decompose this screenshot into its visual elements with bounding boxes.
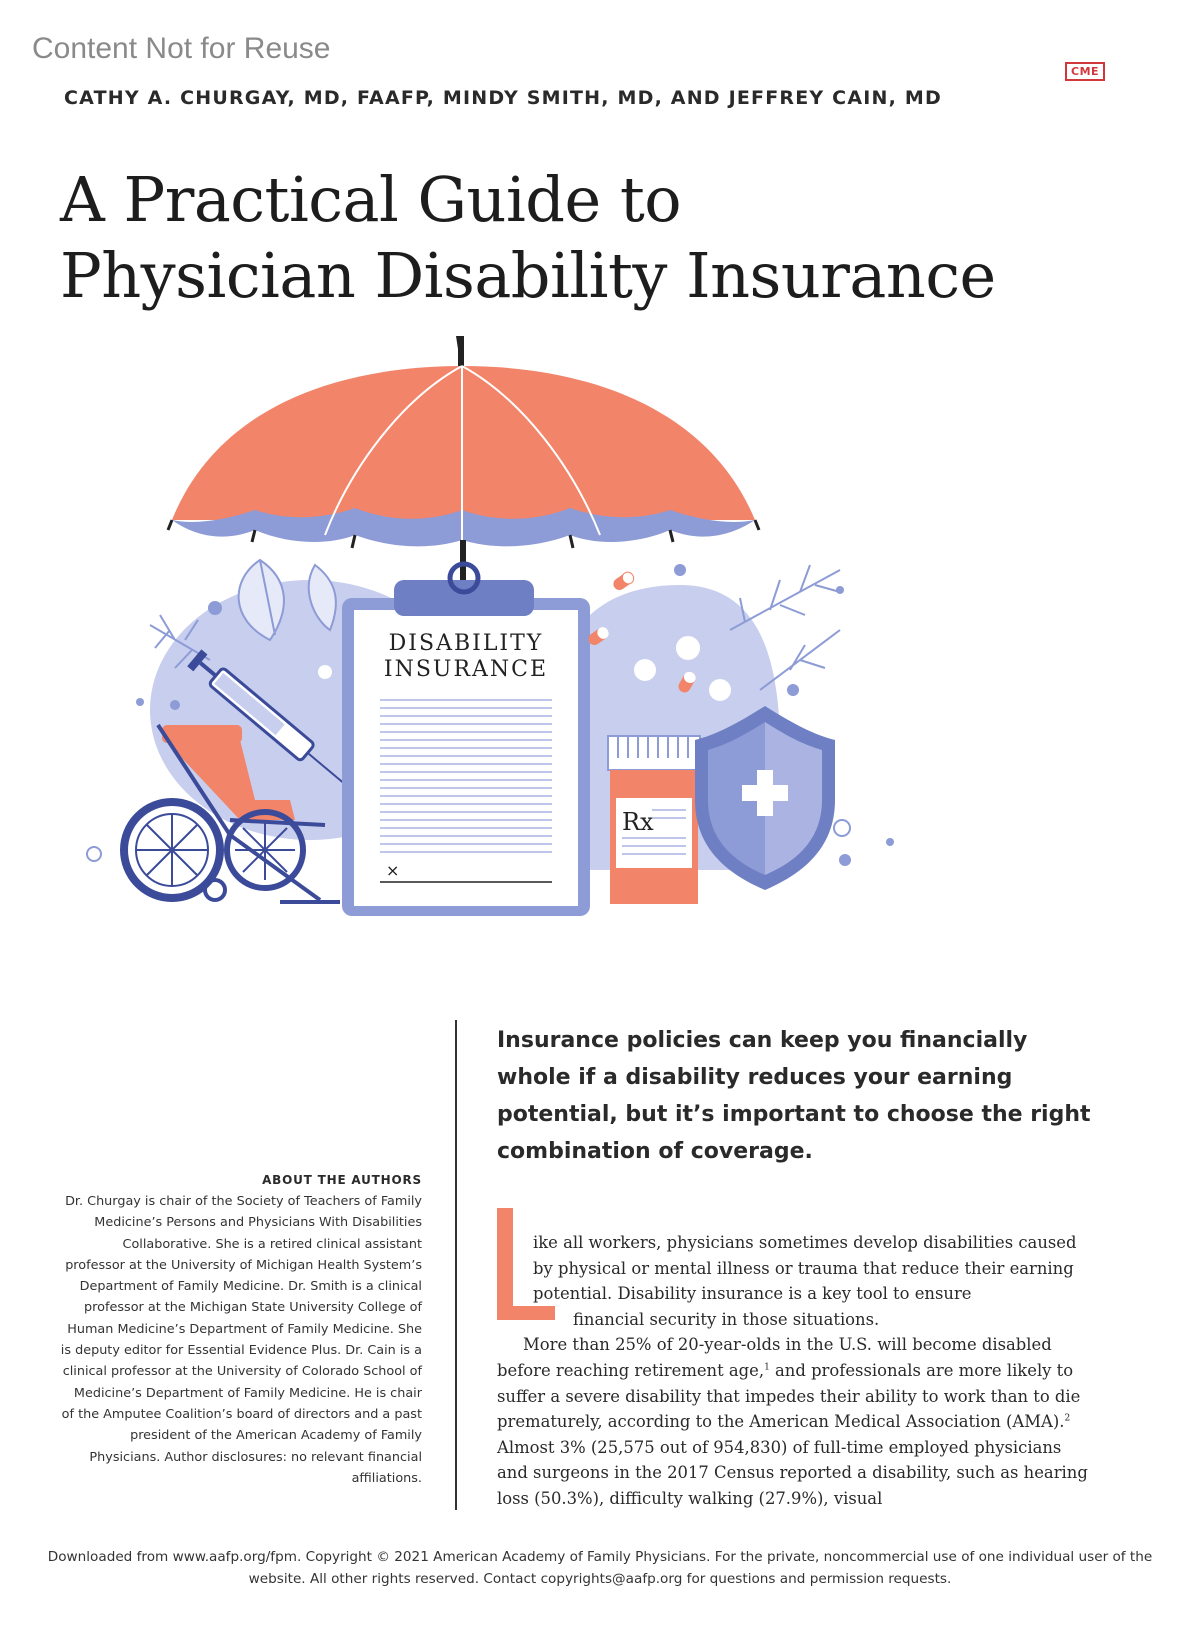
rx-label: Rx — [622, 808, 654, 836]
signature-mark: × — [386, 861, 400, 880]
body-paragraph-2 — [497, 1332, 1097, 1511]
about-the-authors — [60, 1173, 422, 1489]
column-divider — [455, 1020, 457, 1510]
about-authors-heading: ABOUT THE AUTHORS — [262, 1173, 422, 1187]
clipboard-icon — [342, 564, 590, 916]
article-title — [60, 162, 996, 314]
copyright-footer: Downloaded from www.aafp.org/fpm. Copyright © 2021 American Academy of Family Physicians. For the private, noncommercial use of one individual user of the website. All other rights reserved. Contact copyrights@aafp.org for questions and permission requests. — [47, 1549, 1153, 1587]
author-byline: CATHY A. CHURGAY, MD, FAAFP, MINDY SMITH, MD, AND JEFFREY CAIN, MD — [64, 87, 942, 109]
article-body — [497, 1230, 1097, 1512]
body-paragraph-1-tail: financial security in those situations. — [573, 1309, 880, 1329]
body-paragraph-1 — [497, 1230, 1097, 1332]
citation-1[interactable]: 1 — [764, 1362, 770, 1373]
article-deck: Insurance policies can keep you financially whole if a disability reduces your earning potential, but it’s important to choose the right combination of coverage. — [497, 1028, 1091, 1164]
title-line-2: Physician Disability Insurance — [60, 239, 996, 312]
body-paragraph-2-part-c: Almost 3% (25,575 out of 954,830) of full-time employed physicians and surgeons in the 2017 Census reported a disability, such as hearing loss (50.3%), difficulty walking (27.9%), visual — [497, 1437, 1088, 1508]
about-authors-text: Dr. Churgay is chair of the Society of Teachers of Family Medicine’s Persons and Physicians With Disabilities Collaborative. She is a retired clinical assistant professor at the University of Michigan Health System’s Department of Family Medicine. Dr. Smith is a clinical professor at the Michigan State University College of Human Medicine’s Department of Family Medicine. She is deputy editor for Essential Evidence Plus. Dr. Cain is a clinical professor at the University of Colorado School of Medicine’s Department of Family Medicine. He is chair of the Amputee Coalition’s board of directors and a past president of the American Academy of Family Physicians. Author disclosures: no relevant financial affiliations. — [60, 1194, 422, 1486]
body-paragraph-1-lead: ike all workers, physicians sometimes develop disabilities caused by physical or mental illness or trauma that reduce their earning potential. Disability insurance is a key tool to ensure — [533, 1233, 1077, 1304]
citation-2[interactable]: 2 — [1064, 1413, 1071, 1424]
body-paragraph-2-part-b: and professionals are more likely to suffer a severe disability that impedes their ability to work than to die prematurely, according to the American Medical Association (AMA). — [497, 1360, 1081, 1432]
cme-badge: CME — [1065, 62, 1105, 81]
watermark: Content Not for Reuse — [32, 32, 331, 65]
body-paragraph-2-part-a: More than 25% of 20-year-olds in the U.S. will become disabled before reaching retirement age, — [497, 1335, 1052, 1380]
disability-insurance-illustration — [80, 330, 960, 950]
title-line-1: A Practical Guide to — [60, 163, 682, 236]
clipboard-title-line-1: DISABILITY — [388, 631, 544, 656]
clipboard-title-line-2: INSURANCE — [383, 657, 549, 682]
pill-bottle-icon — [608, 736, 700, 904]
